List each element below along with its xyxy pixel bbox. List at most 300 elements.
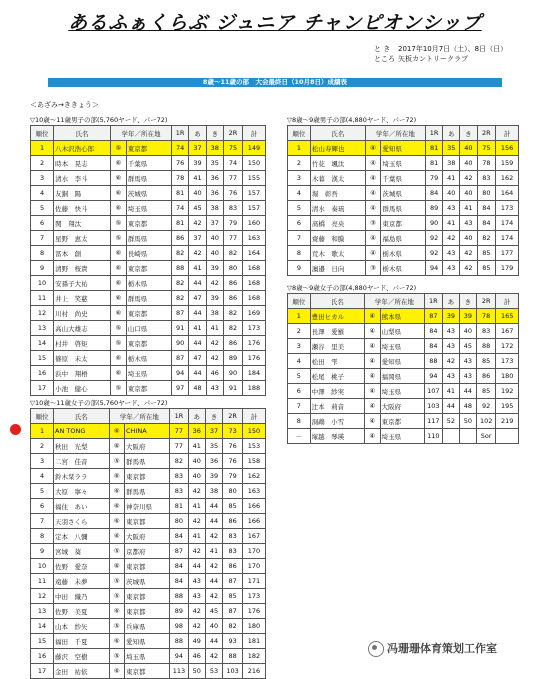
rank-cell: 6 (288, 216, 311, 231)
location-cell: 神奈川県 (125, 499, 170, 514)
r1-cell: 94 (170, 649, 188, 664)
r1-cell: 82 (171, 291, 188, 306)
name-cell: 二宮 佳音 (54, 454, 109, 469)
r2-cell: Sor (476, 429, 496, 444)
location-cell: 千葉県 (126, 156, 171, 171)
in-cell: 41 (205, 544, 222, 559)
total-cell: 168 (242, 276, 265, 291)
total-cell: 176 (242, 336, 265, 351)
in-cell: 46 (206, 366, 223, 381)
out-cell: 41 (442, 384, 459, 399)
in-cell: 35 (206, 156, 223, 171)
total-cell: 166 (242, 514, 265, 529)
column-header: 順位 (288, 294, 311, 309)
table-row (31, 499, 266, 514)
rank-cell: 1 (288, 309, 311, 324)
table-row (31, 574, 266, 589)
course-note: ＜あざみ→ききょう＞ (30, 101, 99, 109)
location-cell: 栃木県 (381, 261, 426, 276)
location-cell: 群馬県 (126, 171, 171, 186)
rank-cell: 3 (31, 171, 54, 186)
rank-cell: 8 (31, 529, 54, 544)
grade-cell: ⑥ (111, 246, 127, 261)
name-cell: 小池 健心 (54, 381, 111, 396)
section-title-boys-8-9: ▽8歳～9歳男子の部(4,880ヤード、パー72) (287, 116, 417, 124)
in-cell: 39 (206, 291, 223, 306)
out-cell: 43 (442, 339, 459, 354)
out-cell: 41 (189, 321, 206, 336)
out-cell: 41 (188, 529, 205, 544)
wechat-icon (368, 641, 384, 657)
r1-cell: 80 (170, 514, 188, 529)
table-header-row (31, 409, 266, 424)
column-header: き (205, 409, 222, 424)
total-cell: 155 (242, 171, 265, 186)
total-cell: 174 (496, 231, 519, 246)
out-cell: 40 (189, 186, 206, 201)
r2-cell: 102 (476, 414, 496, 429)
section-title-girls-10-11: ▽10歳～11歳女子の部(5,760ヤード、パー72) (30, 399, 168, 407)
table-row (31, 186, 266, 201)
name-cell: 大原 寧々 (54, 484, 109, 499)
name-cell: 金田 祐依 (54, 664, 109, 679)
r2-cell: 83 (476, 324, 496, 339)
total-cell: 165 (496, 309, 519, 324)
r2-cell: 86 (223, 336, 242, 351)
name-cell: 佐野 愛奈 (54, 559, 109, 574)
r2-cell: 78 (477, 156, 496, 171)
name-cell: 時本 晃志 (54, 156, 111, 171)
out-cell: 47 (189, 351, 206, 366)
in-cell: 37 (205, 424, 222, 439)
rank-cell: 9 (288, 261, 311, 276)
table-row (31, 201, 266, 216)
table-row (31, 439, 266, 454)
rank-cell: 1 (288, 141, 311, 156)
table-row (31, 291, 266, 306)
location-cell: 愛知県 (380, 354, 424, 369)
r2-cell: 85 (477, 261, 496, 276)
in-cell: 38 (206, 141, 223, 156)
in-cell: 44 (205, 634, 222, 649)
total-cell: 164 (496, 186, 519, 201)
grade-cell: ⑤ (109, 544, 124, 559)
table-row (288, 156, 519, 171)
grade-cell: ③ (365, 216, 381, 231)
rank-cell: 13 (31, 604, 54, 619)
grade-cell: ⑤ (109, 574, 124, 589)
r1-cell: 89 (170, 604, 188, 619)
location-cell: 東京都 (125, 514, 170, 529)
table-row (31, 424, 266, 439)
name-cell: 鈴木栞ララ (54, 469, 109, 484)
total-cell: 157 (242, 186, 265, 201)
in-cell: 40 (460, 141, 477, 156)
in-cell: 39 (206, 261, 223, 276)
r2-cell: 87 (223, 574, 243, 589)
total-cell: 162 (242, 469, 265, 484)
r2-cell: 83 (223, 544, 243, 559)
column-header: 順位 (31, 126, 54, 141)
table-row (288, 171, 519, 186)
name-cell: 定本 八彌 (54, 529, 109, 544)
r2-cell: 82 (477, 231, 496, 246)
name-cell: 辻本 莉音 (310, 399, 364, 414)
results-table-boys-10-11 (30, 125, 266, 396)
total-cell: 163 (242, 484, 265, 499)
grade-cell: ⑥ (111, 291, 127, 306)
r1-cell: 84 (170, 529, 188, 544)
out-cell: 43 (442, 369, 459, 384)
total-cell: 171 (242, 574, 265, 589)
rank-cell: 11 (31, 574, 54, 589)
table-row (31, 381, 266, 396)
location-cell: 東京都 (125, 559, 170, 574)
location-cell: 福岡県 (380, 369, 424, 384)
location-cell: 群馬県 (125, 484, 170, 499)
section-title-boys-10-11: ▽10歳～11歳男子の部(5,760ヤード、パー72) (30, 116, 168, 124)
table-row (31, 469, 266, 484)
rank-cell: 5 (31, 484, 54, 499)
table-row (31, 604, 266, 619)
r1-cell: 97 (171, 381, 188, 396)
grade-cell: ④ (365, 429, 381, 444)
table-row (288, 339, 519, 354)
rank-cell: 12 (31, 306, 54, 321)
rank-cell: 8 (31, 246, 54, 261)
total-cell: 160 (242, 216, 265, 231)
location-cell: 兵庫県 (125, 619, 170, 634)
location-cell: 熊本県 (380, 309, 424, 324)
column-header: 氏名 (54, 126, 111, 141)
rank-cell: 3 (31, 454, 54, 469)
grade-cell: ④ (365, 231, 381, 246)
name-cell: 清水 李斗 (54, 171, 111, 186)
out-cell (442, 429, 459, 444)
grade-cell: ⑥ (109, 469, 124, 484)
name-cell: 瀬谷 里美 (310, 339, 364, 354)
in-cell: 42 (206, 276, 223, 291)
table-row (288, 384, 519, 399)
r2-cell: 83 (223, 201, 242, 216)
location-cell: 福島県 (381, 231, 426, 246)
grade-cell: ⑥ (109, 499, 124, 514)
total-cell: 173 (496, 201, 519, 216)
name-cell: 塚越 琴瑛 (310, 429, 364, 444)
out-cell: 40 (443, 186, 460, 201)
r1-cell: 98 (170, 619, 188, 634)
table-row (31, 351, 266, 366)
r2-cell: 91 (223, 381, 242, 396)
total-cell: 163 (242, 231, 265, 246)
name-cell: 齋藤 和膜 (310, 231, 365, 246)
grade-cell: ⑥ (109, 529, 124, 544)
grade-cell: ⑥ (109, 424, 124, 439)
name-cell: 長澤 愛羅 (310, 324, 364, 339)
in-cell: 43 (460, 216, 477, 231)
total-cell: 149 (242, 141, 265, 156)
location-cell: 埼玉県 (125, 649, 170, 664)
location-cell: 長崎県 (126, 246, 171, 261)
location-cell: 東京都 (125, 469, 170, 484)
rank-cell: 10 (31, 276, 54, 291)
r1-cell: 88 (170, 634, 188, 649)
column-header: 計 (242, 126, 265, 141)
table-row (31, 171, 266, 186)
r1-cell: 81 (425, 141, 442, 156)
out-cell: 45 (189, 201, 206, 216)
table-row (31, 619, 266, 634)
total-cell: 150 (242, 156, 265, 171)
out-cell: 50 (188, 664, 205, 679)
out-cell: 52 (442, 414, 459, 429)
r2-cell: 85 (476, 384, 496, 399)
location-cell: 山口県 (126, 321, 171, 336)
column-header: 計 (496, 294, 519, 309)
rank-cell: 17 (31, 664, 54, 679)
grade-cell: ④ (365, 339, 381, 354)
rank-cell: 5 (31, 201, 54, 216)
rank-cell: 2 (288, 156, 311, 171)
table-row (31, 454, 266, 469)
grade-cell: ⑥ (109, 514, 124, 529)
in-cell: 36 (206, 171, 223, 186)
table-row (288, 324, 519, 339)
name-cell: 中澤 紗実 (310, 384, 364, 399)
r1-cell: 84 (170, 559, 188, 574)
r1-cell: 78 (171, 171, 188, 186)
watermark (368, 640, 497, 657)
table-row (31, 246, 266, 261)
name-cell: 高山大雄志 (54, 321, 111, 336)
in-cell: 36 (205, 454, 222, 469)
grade-cell: ⑤ (111, 336, 127, 351)
in-cell: 38 (205, 484, 222, 499)
r1-cell: 83 (170, 469, 188, 484)
in-cell: 40 (205, 619, 222, 634)
r1-cell: 90 (425, 216, 442, 231)
name-cell: 豊田ヒカル (310, 309, 364, 324)
r2-cell: 79 (223, 469, 243, 484)
rank-cell: 4 (31, 186, 54, 201)
rank-cell: 1 (31, 424, 54, 439)
name-cell: AN TONG (54, 424, 109, 439)
rank-cell: 16 (31, 649, 54, 664)
column-header: 氏名 (310, 294, 364, 309)
out-cell: 44 (188, 559, 205, 574)
table-header-row (31, 126, 266, 141)
total-cell: 167 (496, 324, 519, 339)
grade-cell: ⑥ (109, 484, 124, 499)
grade-cell: ⑥ (111, 351, 127, 366)
out-cell: 49 (188, 634, 205, 649)
out-cell: 40 (188, 454, 205, 469)
in-cell: 38 (206, 306, 223, 321)
location-cell: 茨城県 (125, 574, 170, 589)
out-cell: 36 (188, 424, 205, 439)
r1-cell: 82 (171, 246, 188, 261)
in-cell: 37 (206, 216, 223, 231)
rank-cell: 16 (31, 366, 54, 381)
location-cell: 栃木県 (126, 351, 171, 366)
grade-cell: ④ (365, 414, 381, 429)
r2-cell: 87 (223, 604, 243, 619)
r2-cell: 103 (223, 664, 243, 679)
name-cell: 安孫子大祐 (54, 276, 111, 291)
location-cell: 埼玉県 (380, 429, 424, 444)
name-cell: 佐野 美夏 (54, 604, 109, 619)
r2-cell: 92 (476, 399, 496, 414)
info-value: 2017年10月7日（土）、8日（日） (398, 45, 508, 53)
grade-cell: ④ (365, 156, 381, 171)
total-cell: 156 (496, 141, 519, 156)
grade-cell: ④ (365, 384, 381, 399)
results-table-girls-8-9 (287, 293, 519, 444)
r2-cell: 78 (476, 309, 496, 324)
grade-cell: ④ (365, 354, 381, 369)
in-cell: 36 (206, 186, 223, 201)
name-cell: 篠原 未太 (54, 351, 111, 366)
out-cell: 39 (442, 309, 459, 324)
r1-cell: 83 (170, 484, 188, 499)
total-cell: 168 (242, 261, 265, 276)
rank-cell: 4 (288, 186, 311, 201)
location-cell: 大阪府 (125, 529, 170, 544)
table-row (288, 369, 519, 384)
total-cell: 216 (242, 664, 265, 679)
total-cell (496, 429, 519, 444)
r2-cell: 82 (223, 246, 242, 261)
column-header: 1R (425, 126, 442, 141)
grade-cell: ④ (365, 369, 381, 384)
out-cell: 44 (442, 399, 459, 414)
in-cell: 50 (459, 414, 476, 429)
table-row (31, 306, 266, 321)
column-header: 学年／所在地 (109, 409, 170, 424)
total-cell: 172 (496, 339, 519, 354)
r2-cell: 84 (477, 216, 496, 231)
location-cell: 東京都 (126, 381, 171, 396)
out-cell: 43 (443, 201, 460, 216)
column-header: 1R (170, 409, 188, 424)
rank-cell: 15 (31, 351, 54, 366)
table-row (31, 589, 266, 604)
r1-cell: 92 (425, 231, 442, 246)
total-cell: 167 (242, 529, 265, 544)
in-cell: 44 (205, 514, 222, 529)
total-cell: 177 (496, 246, 519, 261)
location-cell: 埼玉県 (381, 156, 426, 171)
table-row (31, 366, 266, 381)
total-cell: 180 (496, 369, 519, 384)
table-row (288, 216, 519, 231)
column-header: き (206, 126, 223, 141)
out-cell: 42 (443, 231, 460, 246)
grade-cell: ③ (365, 261, 381, 276)
r1-cell: 87 (171, 351, 188, 366)
table-row (288, 261, 519, 276)
out-cell: 43 (442, 324, 459, 339)
rank-cell: 8 (288, 246, 311, 261)
out-cell: 41 (443, 171, 460, 186)
location-cell: 東京都 (381, 216, 426, 231)
location-cell: 埼玉県 (126, 366, 171, 381)
in-cell: 43 (459, 354, 476, 369)
page-title: あるふぁくらぶ ジュニア チャンピオンシップ (68, 12, 482, 34)
in-cell: 42 (205, 649, 222, 664)
total-cell: 174 (496, 216, 519, 231)
total-cell: 150 (242, 424, 265, 439)
name-cell: 秋田 光梨 (54, 439, 109, 454)
r1-cell: 81 (425, 156, 442, 171)
location-cell: 群馬県 (126, 291, 171, 306)
table-row (31, 649, 266, 664)
out-cell: 38 (443, 156, 460, 171)
total-cell: 173 (496, 354, 519, 369)
in-cell: 40 (459, 324, 476, 339)
table-row (31, 261, 266, 276)
grade-cell: ④ (365, 171, 381, 186)
column-header: 1R (424, 294, 442, 309)
in-cell: 40 (460, 231, 477, 246)
grade-cell: ⑥ (111, 171, 127, 186)
in-cell: 40 (460, 156, 477, 171)
r1-cell: 87 (171, 306, 188, 321)
location-cell: 京都府 (125, 544, 170, 559)
total-cell: 157 (242, 201, 265, 216)
r2-cell: 88 (223, 649, 243, 664)
table-row (288, 141, 519, 156)
total-cell: 168 (242, 291, 265, 306)
r1-cell: 84 (424, 339, 442, 354)
in-cell: 40 (206, 231, 223, 246)
info-key: と き (374, 45, 391, 53)
name-cell: 濵邉 日向 (310, 261, 365, 276)
rank-cell: 3 (288, 171, 311, 186)
table-header-row (288, 294, 519, 309)
table-row (31, 336, 266, 351)
total-cell: 162 (496, 171, 519, 186)
name-cell: 山本 紗矢 (54, 619, 109, 634)
r1-cell: 88 (171, 261, 188, 276)
table-row (31, 514, 266, 529)
grade-cell: ⑥ (109, 559, 124, 574)
table-row (31, 664, 266, 679)
r2-cell: 85 (477, 246, 496, 261)
r1-cell: 90 (171, 336, 188, 351)
table-row (31, 484, 266, 499)
total-cell: 181 (242, 634, 265, 649)
in-cell: 42 (205, 589, 222, 604)
r1-cell: 87 (170, 544, 188, 559)
rank-cell: 8 (288, 414, 311, 429)
out-cell: 42 (188, 619, 205, 634)
location-cell: 東京都 (126, 336, 171, 351)
in-cell: 48 (459, 399, 476, 414)
table-row (288, 429, 519, 444)
in-cell: 40 (460, 186, 477, 201)
out-cell: 43 (443, 261, 460, 276)
name-cell: 髙橋 亮央 (310, 216, 365, 231)
total-cell: 169 (242, 306, 265, 321)
rank-cell: 7 (31, 514, 54, 529)
in-cell: 53 (205, 664, 222, 679)
rank-cell: － (288, 429, 311, 444)
r2-cell: 88 (476, 339, 496, 354)
total-cell: 176 (242, 351, 265, 366)
grade-cell: ⑥ (111, 156, 127, 171)
grade-cell: ④ (365, 201, 381, 216)
